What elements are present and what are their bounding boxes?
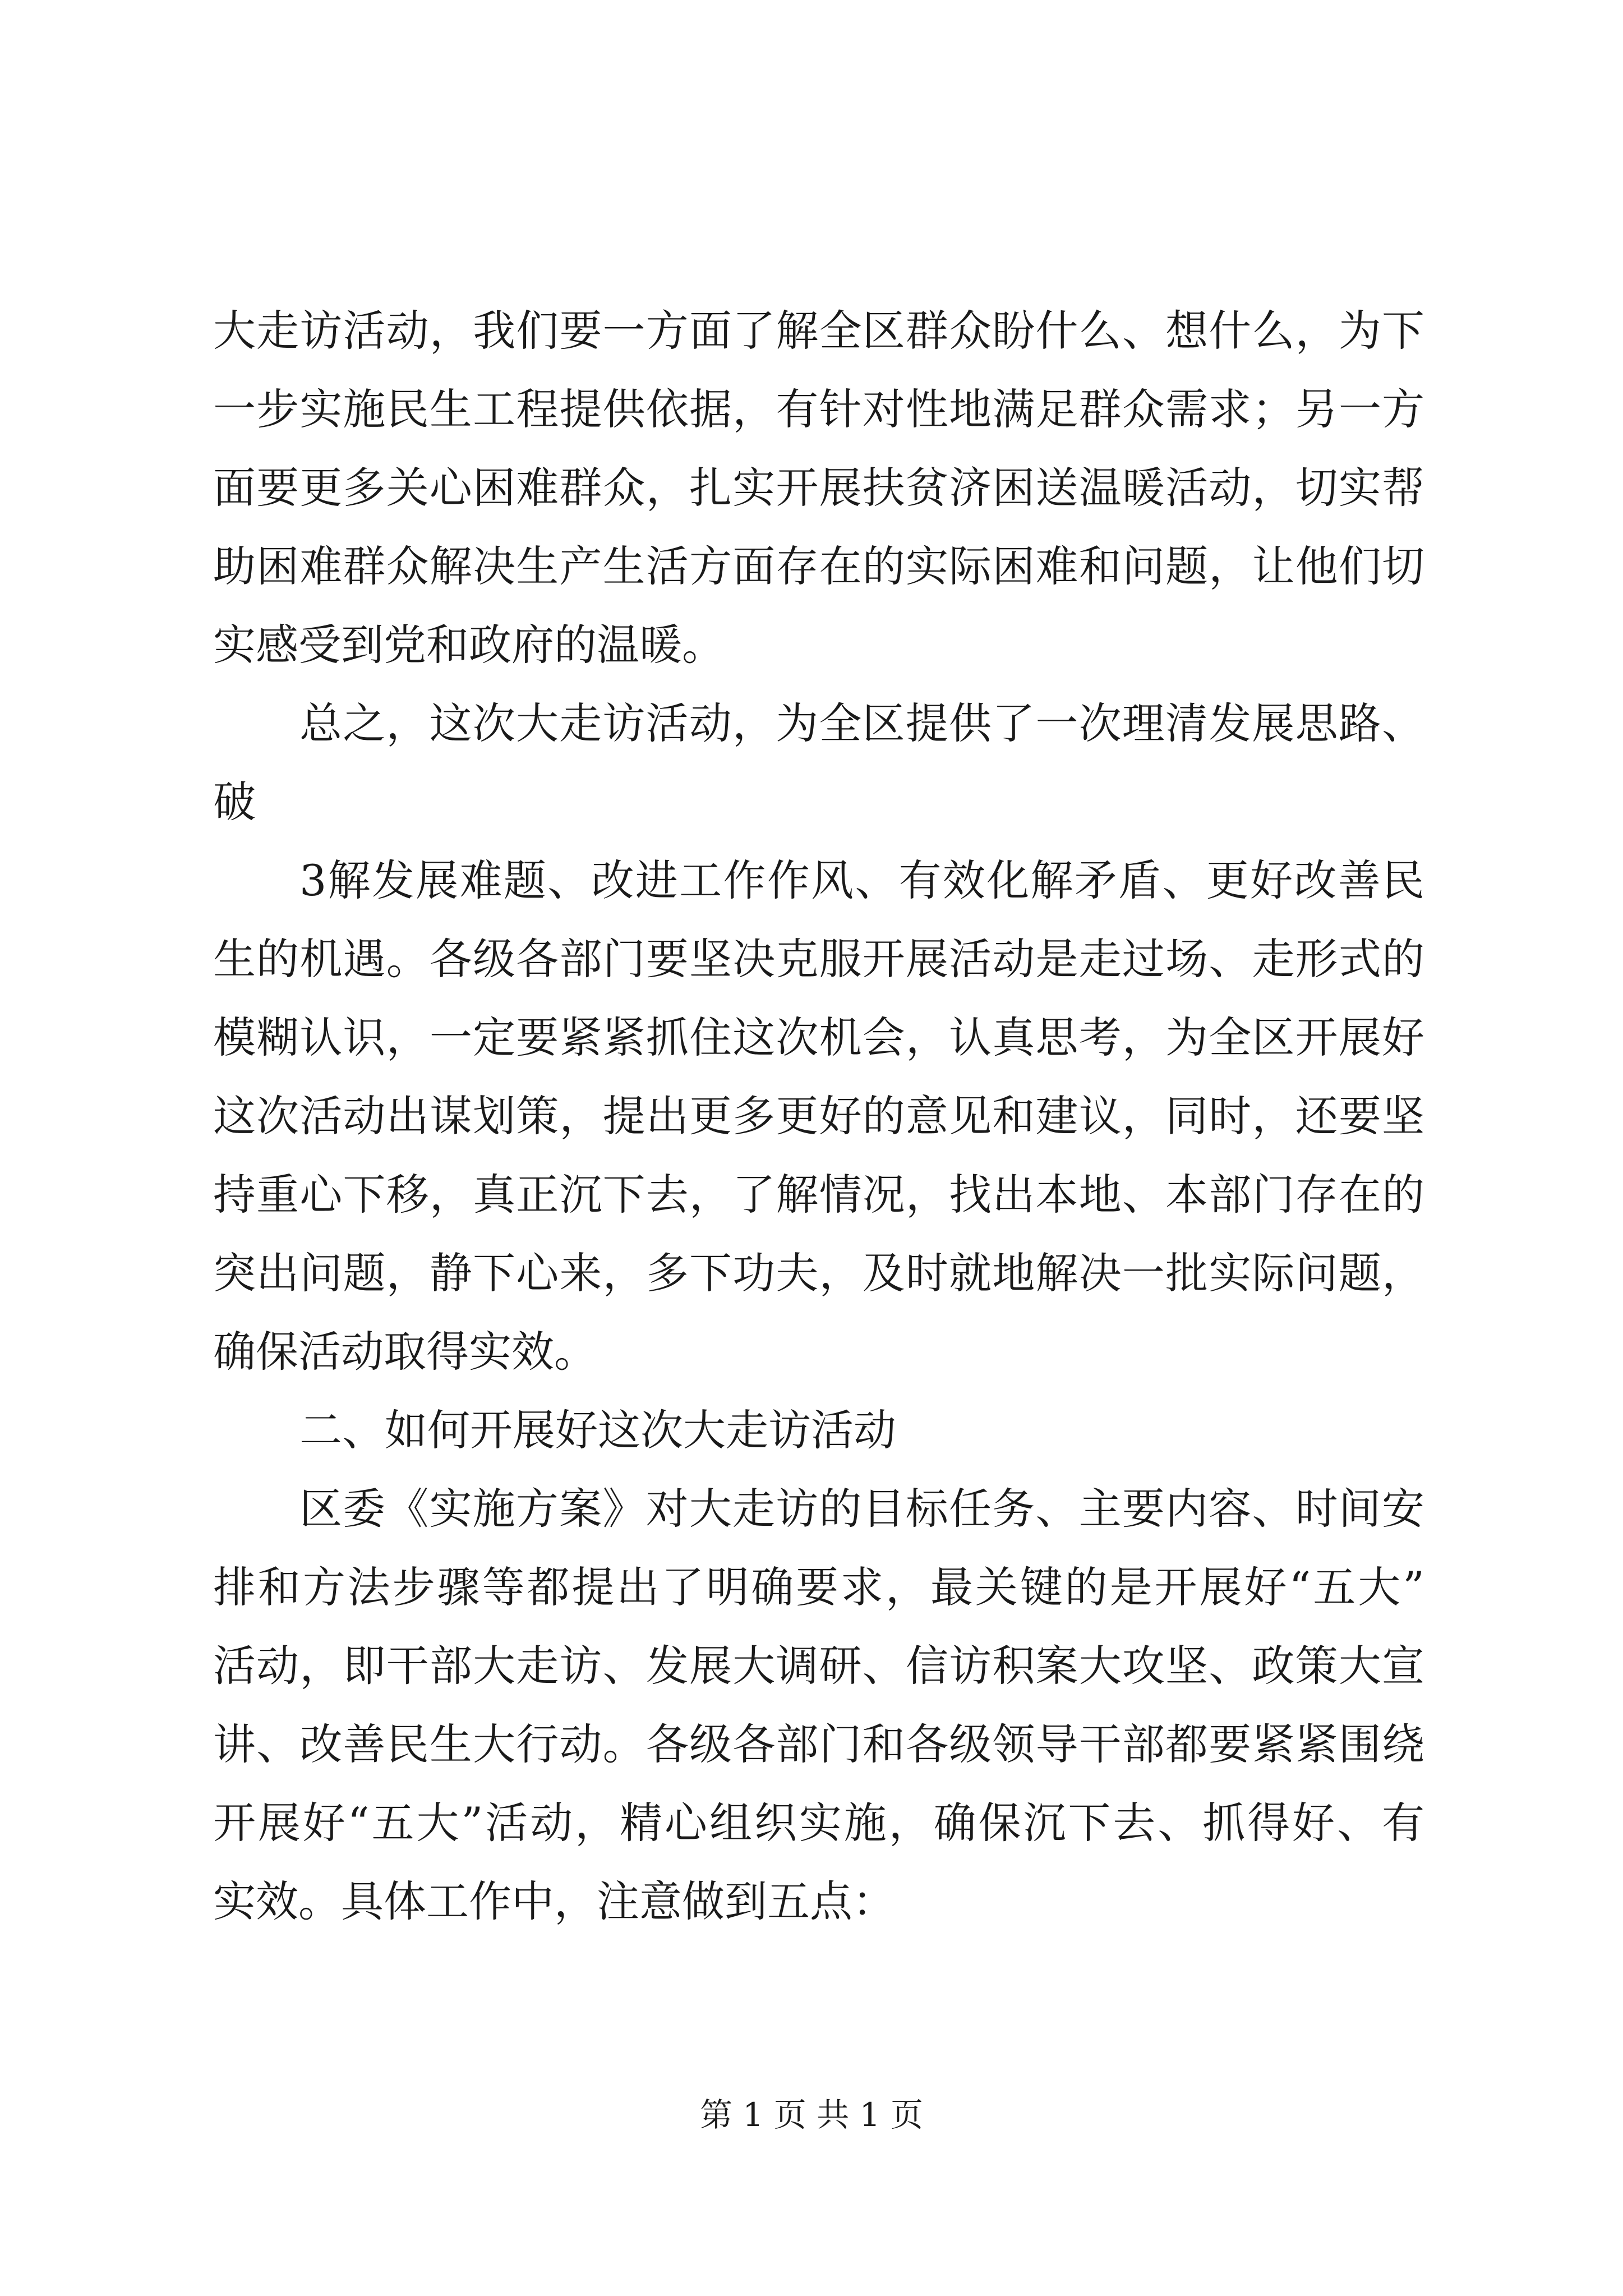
text-line: 突出问题，静下心来，多下功夫，及时就地解决一批实际问题， (213, 1248, 1424, 1298)
paragraph-start-line: 总之，这次大走访活动，为全区提供了一次理清发展思路、 (299, 698, 1424, 748)
text-line: 这次活动出谋划策，提出更多更好的意见和建议，同时，还要坚 (213, 1091, 1424, 1141)
text-line: 开展好“五大”活动，精心组织实施，确保沉下去、抓得好、有 (213, 1798, 1424, 1848)
text-line: 持重心下移，真正沉下去，了解情况，找出本地、本部门存在的 (213, 1170, 1424, 1220)
text-line: 确保活动取得实效。 (213, 1327, 597, 1377)
text-line: 助困难群众解决生产生活方面存在的实际困难和问题，让他们切 (213, 541, 1424, 591)
text-line: 一步实施民生工程提供依据，有针对性地满足群众需求；另一方 (213, 384, 1424, 434)
text-line: 实感受到党和政府的温暖。 (213, 620, 725, 670)
text-line: 实效。具体工作中，注意做到五点： (213, 1876, 895, 1926)
text-line: 生的机遇。各级各部门要坚决克服开展活动是走过场、走形式的 (213, 934, 1424, 984)
text-line: 排和方法步骤等都提出了明确要求，最关键的是开展好“五大” (213, 1562, 1424, 1612)
section-heading: 二、如何开展好这次大走访活动 (299, 1405, 896, 1455)
document-body (213, 292, 1424, 1941)
text-line: 讲、改善民生大行动。各级各部门和各级领导干部都要紧紧围绕 (213, 1719, 1424, 1769)
text-line: 面要更多关心困难群众，扎实开展扶贫济困送温暖活动，切实帮 (213, 463, 1424, 513)
page-number-footer: 第 1 页 共 1 页 (700, 2096, 923, 2134)
text-line: 模糊认识，一定要紧紧抓住这次机会，认真思考，为全区开展好 (213, 1013, 1424, 1062)
text-line: 大走访活动，我们要一方面了解全区群众盼什么、想什么，为下 (213, 306, 1424, 356)
text-line: 活动，即干部大走访、发展大调研、信访积案大攻坚、政策大宣 (213, 1641, 1424, 1691)
text-line: 破 (213, 777, 256, 827)
paragraph-start-line: 区委《实施方案》对大走访的目标任务、主要内容、时间安 (299, 1484, 1424, 1534)
paragraph-start-line: 3解发展难题、改进工作作风、有效化解矛盾、更好改善民 (299, 855, 1424, 905)
